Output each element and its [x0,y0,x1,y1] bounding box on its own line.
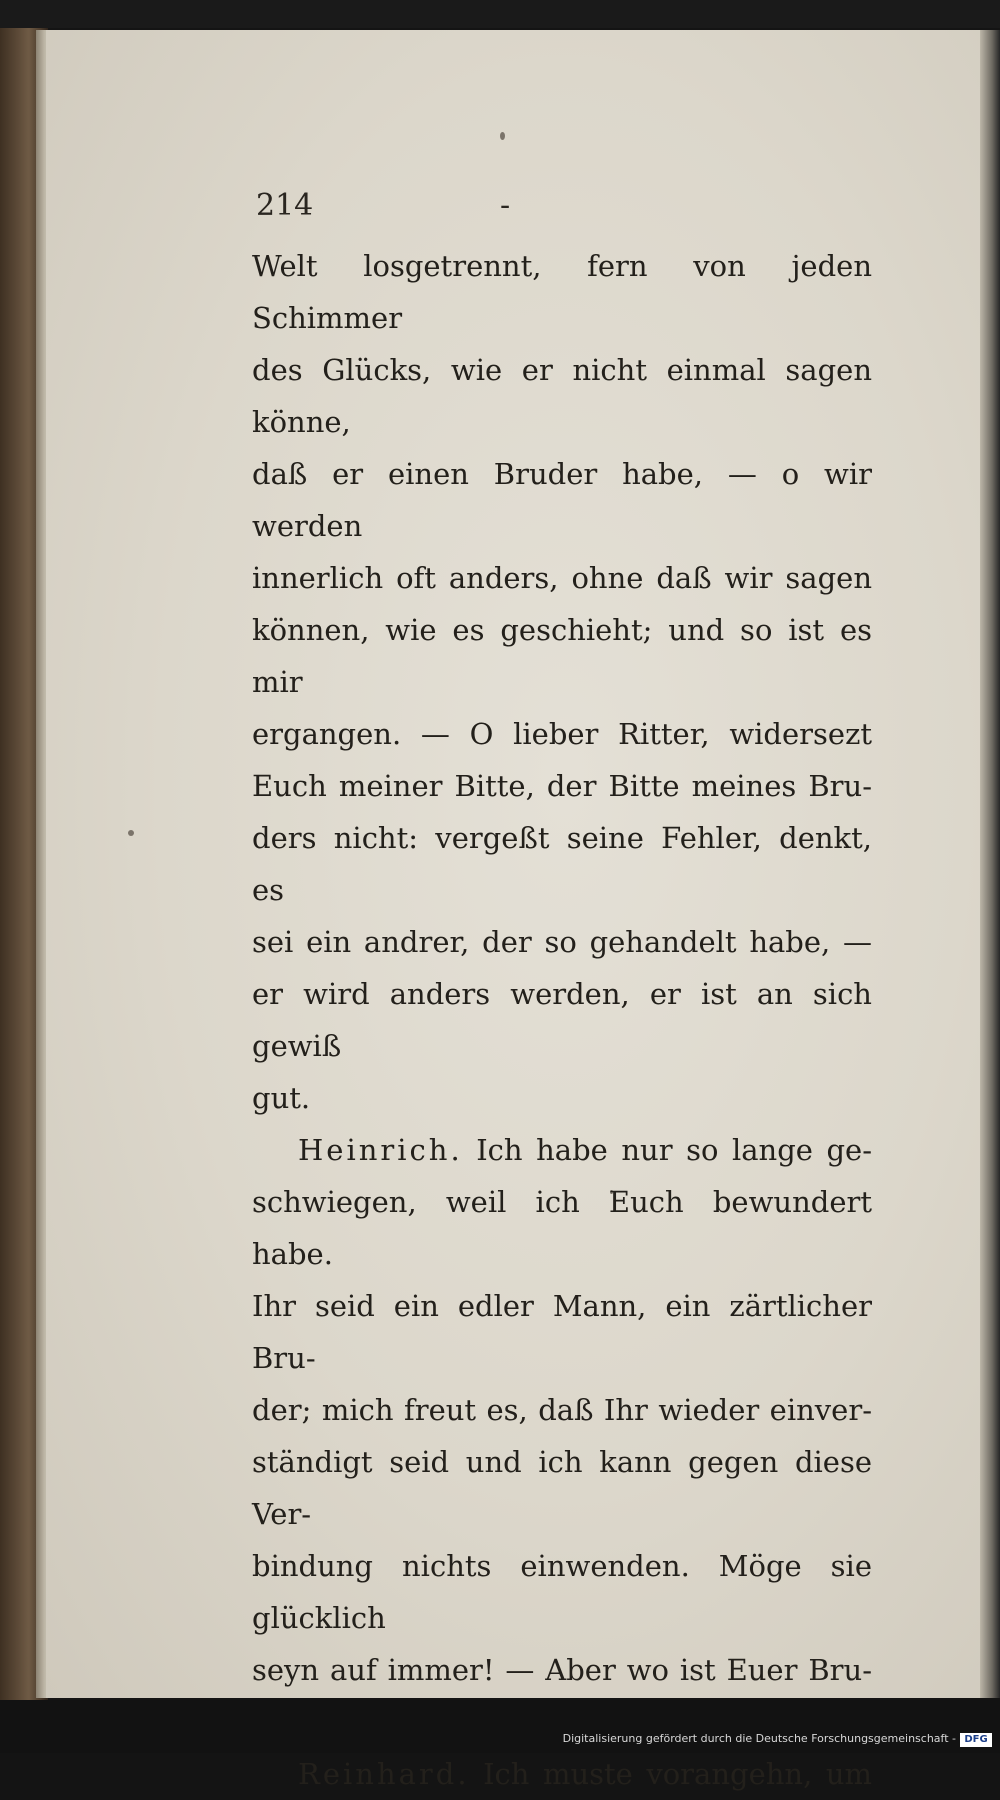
text-line: der; mich freut es, daß Ihr wieder einver- [252,1393,872,1427]
speaker-name: Reinhard. [298,1757,470,1791]
scan-top-border [0,0,1000,28]
text-line: können, wie es geschieht; und so ist es mir [252,613,872,699]
text-line: schwiegen, weil ich Euch bewundert habe. [252,1185,872,1271]
text-line: gut. [252,1081,311,1115]
text-line: Euch meiner Bitte, der Bitte meines Bru- [252,769,872,803]
scan-footer [0,1700,1000,1753]
text-line: bindung nichts einwenden. Möge sie glücklich [252,1549,872,1635]
digitization-credit: Digitalisierung gefördert durch die Deutsche Forschungsgemeinschaft - [562,1732,956,1745]
text-line: seyn auf immer! — Aber wo ist Euer Bru- [252,1653,872,1687]
text-line: er wird anders werden, er ist an sich gewiß [252,977,872,1063]
speech-first-line [252,1748,872,1800]
text-line: des Glücks, wie er nicht einmal sagen könne, [252,353,872,439]
text-line: ders nicht: vergeßt seine Fehler, denkt, es [252,821,872,907]
text-line: ergangen. — O lieber Ritter, widersezt [252,717,872,751]
text-line: Ihr seid ein edler Mann, ein zärtlicher Bru- [252,1289,872,1375]
paper-speck [500,132,505,140]
speech-text: Ich muste vorangehn, um [483,1757,872,1791]
speech-text: Ich habe nur so lange ge- [476,1133,872,1167]
header-dash: - [500,188,511,223]
text-line: daß er einen Bruder habe, — o wir werden [252,457,872,543]
page-edge-right [980,30,1000,1698]
paper-speck [128,830,134,836]
speaker-name: Heinrich. [298,1133,463,1167]
text-line: sei ein andrer, der so gehandelt habe, — [252,925,872,959]
text-line: innerlich oft anders, ohne daß wir sagen [252,561,872,595]
page-number: 214 [256,188,314,223]
speech-first-line [252,1124,872,1176]
text-line: Welt losgetrennt, fern von jeden Schimmer [252,249,872,335]
text-line: ständigt seid und ich kann gegen diese Ver- [252,1445,872,1531]
body-text [252,240,872,1800]
dfg-logo: DFG [960,1733,992,1747]
